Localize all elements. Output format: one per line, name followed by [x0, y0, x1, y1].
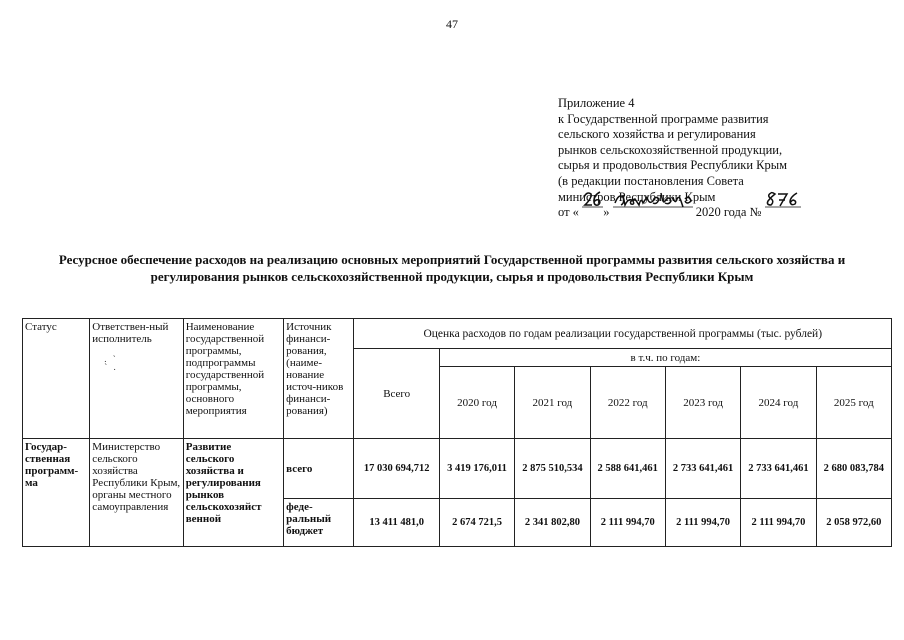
date-year: 2020 года № — [695, 205, 762, 220]
cell-total: 13 411 481,0 — [354, 499, 439, 547]
cell-status: Государ-ственная программ-ма — [23, 439, 90, 547]
table-row — [23, 439, 892, 499]
header-year: 2022 год — [590, 367, 665, 439]
appendix-line: рынков сельскохозяйственной продукции, — [558, 142, 783, 157]
cell-year-value: 2 058 972,60 — [816, 499, 891, 547]
cell-source: феде-ральный бюджет — [284, 499, 354, 547]
header-executor-text: Ответствен-ный исполнитель — [92, 321, 169, 345]
header-by-years: в т.ч. по годам: — [439, 349, 891, 367]
header-executor — [90, 319, 183, 439]
cell-program-name: Развитие сельского хозяйства и регулирования рынков сельскохозяйст венной — [183, 439, 283, 547]
cell-year-value: 3 419 176,011 — [439, 439, 514, 499]
header-total: Всего — [354, 349, 439, 439]
cell-year-value: 2 875 510,534 — [515, 439, 590, 499]
cell-executor: Министерство сельского хозяйства Республики Крым, органы местного самоуправления — [90, 439, 183, 547]
date-quote: » — [603, 205, 610, 220]
cell-year-value: 2 111 994,70 — [665, 499, 740, 547]
header-program-name: Наименование государственной программы, подпрограммы государственной программы, основного мероприятия — [183, 319, 283, 439]
date-prefix: от « — [558, 205, 579, 220]
cell-year-value: 2 111 994,70 — [590, 499, 665, 547]
cell-year-value: 2 588 641,461 — [590, 439, 665, 499]
handwritten-day — [582, 205, 600, 221]
appendix-line: министров Республики Крым — [558, 189, 716, 204]
header-year: 2020 год — [439, 367, 514, 439]
appendix-line: сырья и продовольствия Республики Крым — [558, 158, 788, 173]
header-source: Источник финанси-рования, (наиме-нование источ-ников финанси-рования) — [284, 319, 354, 439]
handwritten-month — [613, 205, 693, 221]
header-year: 2025 год — [816, 367, 891, 439]
cell-year-value: 2 680 083,784 — [816, 439, 891, 499]
budget-table — [22, 318, 892, 547]
cell-year-value: 2 733 641,461 — [741, 439, 816, 499]
page-number: 47 — [446, 17, 458, 31]
cell-year-value: 2 674 721,5 — [439, 499, 514, 547]
cell-year-value: 2 341 802,80 — [515, 499, 590, 547]
document-title: Ресурсное обеспечение расходов на реализацию основных мероприятий Государственной программы развития сельского хозяйства и регулирования рынков сельскохозяйственной продукции, сырья и продовольствия Республики Крым — [58, 252, 846, 284]
appendix-line: сельского хозяйства и регулирования — [558, 127, 756, 142]
cell-total: 17 030 694,712 — [354, 439, 439, 499]
appendix-line: Приложение 4 — [558, 96, 635, 110]
appendix-line: к Государственной программе развития — [558, 111, 769, 126]
handwritten-number — [765, 205, 801, 221]
cell-source: всего — [284, 439, 354, 499]
scan-marks: . ` ` . — [104, 354, 118, 372]
header-status: Статус — [23, 319, 90, 439]
header-year: 2021 год — [515, 367, 590, 439]
cell-year-value: 2 733 641,461 — [665, 439, 740, 499]
cell-year-value: 2 111 994,70 — [741, 499, 816, 547]
header-estimate: Оценка расходов по годам реализации государственной программы (тыс. рублей) — [354, 319, 892, 349]
header-year: 2024 год — [741, 367, 816, 439]
appendix-block — [558, 96, 878, 221]
header-year: 2023 год — [665, 367, 740, 439]
appendix-line: (в редакции постановления Совета — [558, 173, 744, 188]
resolution-date-row — [558, 205, 878, 221]
